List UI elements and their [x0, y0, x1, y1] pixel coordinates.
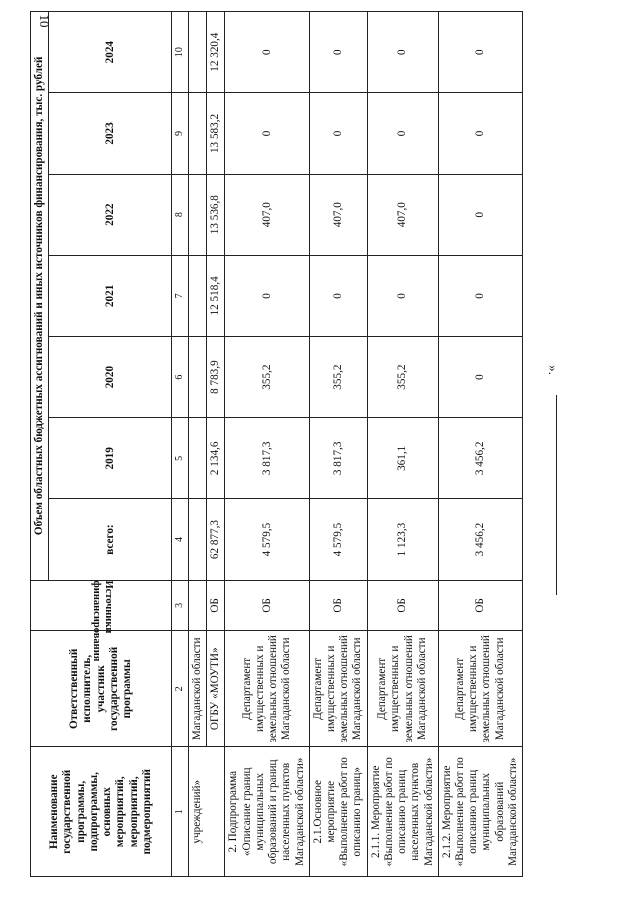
header-year: 2023 [49, 93, 172, 174]
row-name: 2. Подпрограмма «Описание границ муниципальных образований и границ населенных пунктов Магаданской области» [225, 747, 309, 877]
row-value: 355,2 [367, 337, 438, 418]
row-value: 12 518,4 [207, 255, 225, 336]
row-source [189, 580, 207, 630]
page-number: 10 [37, 14, 52, 28]
index-cell: 10 [172, 12, 189, 93]
header-year: 2022 [49, 174, 172, 255]
row-value: 0 [309, 12, 367, 93]
row-value [189, 12, 207, 93]
header-group: Объем областных бюджетных ассигнований и иных источников финансирования, тыс. рублей [31, 12, 49, 581]
row-value: 355,2 [309, 337, 367, 418]
row-source: ОБ [207, 580, 225, 630]
row-executor: Магаданской области [189, 631, 207, 747]
table-row [225, 12, 309, 877]
row-value: 0 [309, 255, 367, 336]
index-row [172, 12, 189, 877]
row-value: 3 817,3 [225, 418, 309, 499]
row-value [189, 174, 207, 255]
header-executor: Ответственный исполнитель, участник государственной программы [31, 631, 172, 747]
closing-mark: ». [545, 365, 561, 375]
table-row [207, 12, 225, 877]
row-executor: ОГБУ «МОУТИ» [207, 631, 225, 747]
row-value: 0 [309, 93, 367, 174]
row-value: 0 [367, 255, 438, 336]
row-value: 4 579,5 [225, 499, 309, 580]
row-value: 13 536,8 [207, 174, 225, 255]
row-value: 407,0 [309, 174, 367, 255]
row-value [189, 93, 207, 174]
index-cell: 1 [172, 747, 189, 877]
index-cell: 8 [172, 174, 189, 255]
row-value: 3 817,3 [309, 418, 367, 499]
row-value: 1 123,3 [367, 499, 438, 580]
row-value: 0 [438, 255, 522, 336]
row-value [189, 337, 207, 418]
row-source: ОБ [225, 580, 309, 630]
row-source: ОБ [438, 580, 522, 630]
index-cell: 5 [172, 418, 189, 499]
rotated-table-wrapper [30, 11, 626, 877]
row-name: 2.1.Основное мероприятие «Выполнение работ по описанию границ» [309, 747, 367, 877]
row-value: 0 [367, 93, 438, 174]
row-executor: Департамент имущественных и земельных отношений Магаданской области [309, 631, 367, 747]
header-source-text: Источники финансирования [90, 580, 114, 662]
row-value: 0 [438, 337, 522, 418]
header-total: всего: [49, 499, 172, 580]
row-executor: Департамент имущественных и земельных отношений Магаданской области [438, 631, 522, 747]
table-row [367, 12, 438, 877]
row-value: 8 783,9 [207, 337, 225, 418]
table-row [189, 12, 207, 877]
row-value: 361,1 [367, 418, 438, 499]
row-value [189, 418, 207, 499]
row-value: 62 877,3 [207, 499, 225, 580]
row-value: 407,0 [225, 174, 309, 255]
table-row [438, 12, 522, 877]
row-executor: Департамент имущественных и земельных отношений Магаданской области [225, 631, 309, 747]
closing-rule [556, 395, 557, 595]
row-value: 4 579,5 [309, 499, 367, 580]
row-value: 3 456,2 [438, 499, 522, 580]
row-value: 0 [225, 93, 309, 174]
header-year: 2019 [49, 418, 172, 499]
header-year: 2021 [49, 255, 172, 336]
row-value: 3 456,2 [438, 418, 522, 499]
row-value: 2 134,6 [207, 418, 225, 499]
row-value: 12 320,4 [207, 12, 225, 93]
header-year: 2020 [49, 337, 172, 418]
index-cell: 2 [172, 631, 189, 747]
index-cell: 4 [172, 499, 189, 580]
budget-table [30, 11, 523, 877]
index-cell: 6 [172, 337, 189, 418]
row-value: 0 [225, 255, 309, 336]
index-cell: 9 [172, 93, 189, 174]
row-source: ОБ [367, 580, 438, 630]
row-value [189, 255, 207, 336]
index-cell: 3 [172, 580, 189, 630]
row-name: 2.1.2. Мероприятие «Выполнение работ по описанию границ муниципальных образований Магаданской области» [438, 747, 522, 877]
header-name: Наименование государственной программы, подпрограммы, основных мероприятий, мероприятий, подмероприятий [31, 747, 172, 877]
row-name: 2.1.1. Мероприятие «Выполнение работ по описанию границ населенных пунктов Магаданской области» [367, 747, 438, 877]
row-value: 13 583,2 [207, 93, 225, 174]
row-name: учреждений» [189, 747, 225, 877]
row-value: 0 [438, 12, 522, 93]
row-value: 0 [225, 12, 309, 93]
header-year: 2024 [49, 12, 172, 93]
row-value: 0 [438, 174, 522, 255]
row-value: 407,0 [367, 174, 438, 255]
header-source [31, 580, 172, 662]
row-value [189, 499, 207, 580]
index-cell: 7 [172, 255, 189, 336]
header-row-1 [31, 12, 49, 877]
row-value: 0 [438, 93, 522, 174]
row-source: ОБ [309, 580, 367, 630]
row-value: 355,2 [225, 337, 309, 418]
row-executor: Департамент имущественных и земельных отношений Магаданской области [367, 631, 438, 747]
table-row [309, 12, 367, 877]
row-value: 0 [367, 12, 438, 93]
